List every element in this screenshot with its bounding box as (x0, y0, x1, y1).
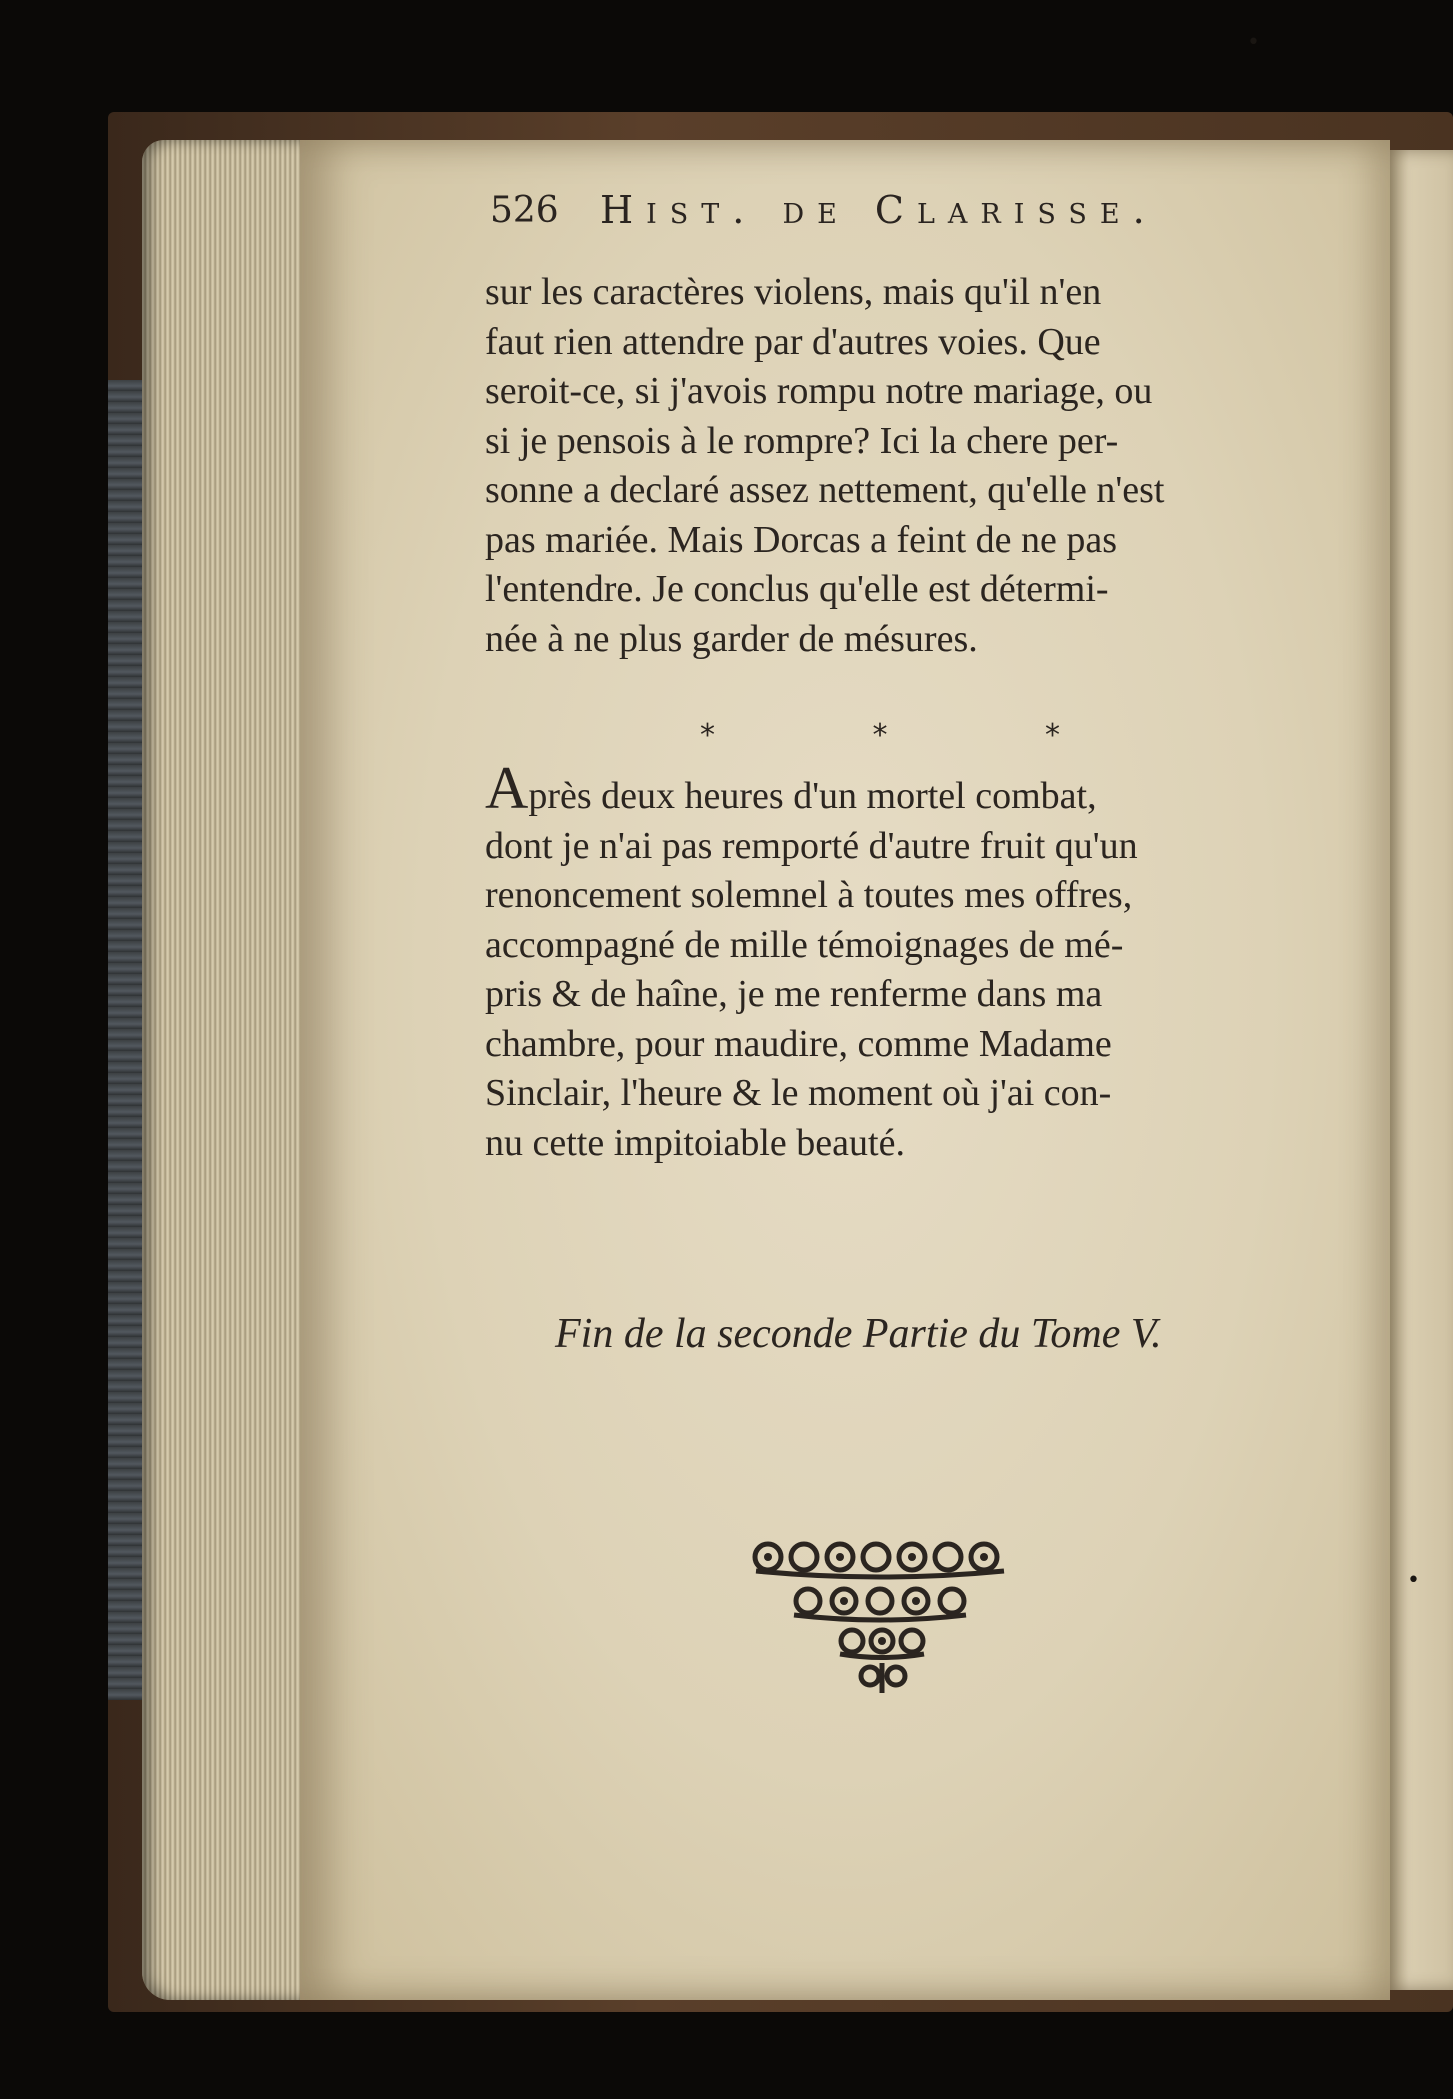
text-line: pris & de haîne, je me renferme dans ma (485, 973, 1103, 1015)
ornament-row-1 (755, 1544, 1004, 1577)
text-line: nu cette impitoiable beauté. (485, 1121, 905, 1164)
text-line: dont je n'ai pas remporté d'autre fruit qu'un (485, 824, 1138, 867)
initial-letter: A (485, 755, 529, 821)
ornament-row-4 (861, 1663, 905, 1693)
text-line: pas mariée. Mais Dorcas a feint de ne pas (485, 518, 1118, 561)
page-edges (142, 140, 312, 2000)
facing-page-sliver (1385, 150, 1453, 1990)
text-line: chambre, pour maudire, comme Madame (485, 1022, 1112, 1065)
text-line: née à ne plus garder de mésures. (485, 617, 978, 660)
text-line: si je pensois à le rompre? Ici la chere per- (485, 419, 1119, 462)
first-line-text: près deux heures d'un mortel combat, (528, 775, 1097, 817)
section-separator (700, 718, 1060, 753)
paragraph-2 (485, 755, 1277, 1168)
text-line: renoncement solemnel à toutes mes offres, (485, 874, 1133, 916)
text-line: accompagné de mille témoignages de mé- (485, 923, 1124, 966)
paragraph-1 (485, 268, 1277, 664)
closing-line: Fin de la seconde Partie du Tome V. (555, 1311, 1162, 1357)
text-line: sonne a declaré assez nettement, qu'elle n'est (485, 469, 1165, 511)
asterism-star: * (1045, 718, 1060, 753)
text-line-first (485, 755, 1277, 822)
text-line: seroit-ce, si j'avois rompu notre mariage, ou (485, 370, 1153, 412)
tailpiece-ornament-icon (748, 1535, 1013, 1695)
text-line: sur les caractères violens, mais qu'il n'en (485, 271, 1102, 313)
text-line: Sinclair, l'heure & le moment où j'ai con- (485, 1072, 1112, 1114)
asterism-star: * (872, 718, 888, 753)
asterism-star: * (700, 718, 715, 753)
running-title: Hist. de Clarisse. (600, 188, 1158, 232)
page-number: 526 (490, 190, 559, 231)
scan-speck: • (1247, 30, 1260, 55)
page-header (490, 190, 1270, 250)
text-line: l'entendre. Je conclus qu'elle est détermi- (485, 568, 1109, 610)
scan-speck: • (1407, 1568, 1420, 1593)
ornament-row-2 (794, 1589, 966, 1620)
text-line: faut rien attendre par d'autres voies. Que (485, 320, 1101, 363)
